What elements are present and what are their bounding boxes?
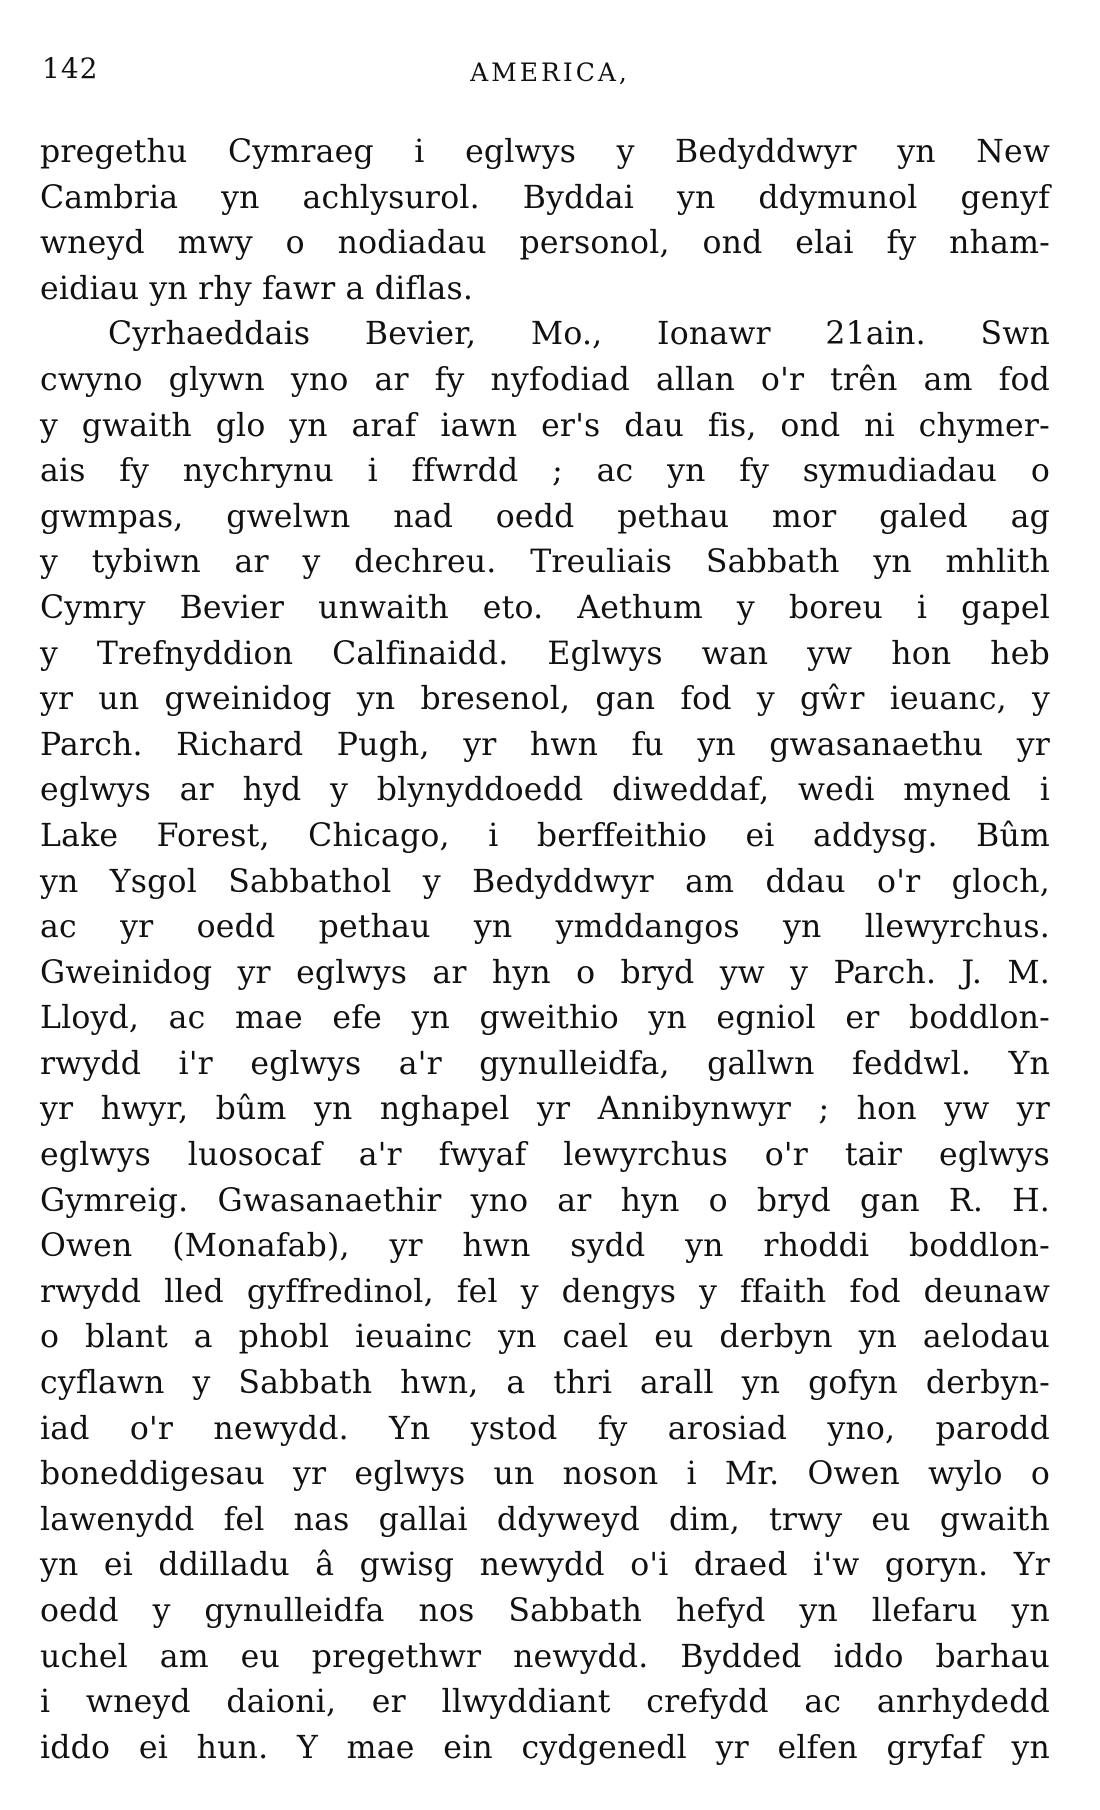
text-line: rwydd i'r eglwys a'r gynulleidfa, gallwn feddwl. Yn xyxy=(40,1045,1050,1082)
text-line: oedd y gynulleidfa nos Sabbath hefyd yn llefaru yn xyxy=(40,1593,1050,1629)
text-line: boneddigesau yr eglwys un noson i Mr. Owen wylo o xyxy=(40,1456,1050,1493)
text-line: y gwaith glo yn araf iawn er's dau fis, ond ni chymer- xyxy=(40,407,1050,444)
text-line: cyflawn y Sabbath hwn, a thri arall yn gofyn derbyn- xyxy=(40,1365,1050,1402)
text-line: eglwys luosocaf a'r fwyaf lewyrchus o'r tair eglwys xyxy=(40,1137,1050,1174)
text-line: yn Ysgol Sabbathol y Bedyddwyr am ddau o'r gloch, xyxy=(40,863,1050,900)
paragraph-end-line: eidiau yn rhy fawr a diflas. xyxy=(40,270,474,307)
text-line: yr un gweinidog yn bresenol, gan fod y gŵr ieuanc, y xyxy=(40,681,1050,718)
running-head: AMERICA, xyxy=(470,58,630,87)
body-text xyxy=(40,130,1050,1771)
text-line: uchel am eu pregethwr newydd. Bydded iddo barhau xyxy=(40,1638,1050,1675)
text-line: y tybiwn ar y dechreu. Treuliais Sabbath yn mhlith xyxy=(40,544,1050,581)
page-number: 142 xyxy=(42,52,99,85)
text-line: Lloyd, ac mae efe yn gweithio yn egniol er boddlon- xyxy=(40,1000,1050,1037)
text-line: yn ei ddilladu â gwisg newydd o'i draed i'w goryn. Yr xyxy=(40,1547,1050,1584)
text-line: y Trefnyddion Calfinaidd. Eglwys wan yw hon heb xyxy=(40,635,1050,672)
text-line: rwydd lled gyffredinol, fel y dengys y ffaith fod deunaw xyxy=(40,1273,1050,1310)
text-line: Cambria yn achlysurol. Byddai yn ddymunol genyf xyxy=(40,179,1050,216)
text-line: o blant a phobl ieuainc yn cael eu derbyn yn aelodau xyxy=(40,1319,1050,1356)
text-line: Lake Forest, Chicago, i berffeithio ei addysg. Bûm xyxy=(40,817,1050,854)
text-line: wneyd mwy o nodiadau personol, ond elai fy nham- xyxy=(40,225,1050,262)
text-line: ais fy nychrynu i ffwrdd ; ac yn fy symudiadau o xyxy=(40,453,1050,490)
text-line: Gweinidog yr eglwys ar hyn o bryd yw y Parch. J. M. xyxy=(40,954,1050,991)
text-line: Cymry Bevier unwaith eto. Aethum y boreu i gapel xyxy=(40,589,1050,626)
text-line: lawenydd fel nas gallai ddyweyd dim, trwy eu gwaith xyxy=(40,1501,1050,1538)
text-line: iddo ei hun. Y mae ein cydgenedl yr elfen gryfaf yn xyxy=(40,1729,1050,1766)
page-header xyxy=(42,52,1058,92)
text-line: eglwys ar hyd y blynyddoedd diweddaf, wedi myned i xyxy=(40,772,1050,809)
paragraph-start-line: Cyrhaeddais Bevier, Mo., Ionawr 21ain. Swn xyxy=(108,316,1050,353)
text-line: cwyno glywn yno ar fy nyfodiad allan o'r trên am fod xyxy=(40,361,1050,398)
text-line: Owen (Monafab), yr hwn sydd yn rhoddi boddlon- xyxy=(40,1228,1050,1265)
text-line: pregethu Cymraeg i eglwys y Bedyddwyr yn New xyxy=(40,134,1050,170)
text-line: Gymreig. Gwasanaethir yno ar hyn o bryd gan R. H. xyxy=(40,1182,1050,1219)
text-line: i wneyd daioni, er llwyddiant crefydd ac anrhydedd xyxy=(40,1684,1050,1721)
text-line: ac yr oedd pethau yn ymddangos yn llewyrchus. xyxy=(40,909,1050,946)
text-line: iad o'r newydd. Yn ystod fy arosiad yno, parodd xyxy=(40,1410,1050,1447)
text-line: Parch. Richard Pugh, yr hwn fu yn gwasanaethu yr xyxy=(40,726,1050,763)
text-line: gwmpas, gwelwn nad oedd pethau mor galed ag xyxy=(40,498,1050,535)
text-line: yr hwyr, bûm yn nghapel yr Annibynwyr ; hon yw yr xyxy=(40,1091,1050,1128)
